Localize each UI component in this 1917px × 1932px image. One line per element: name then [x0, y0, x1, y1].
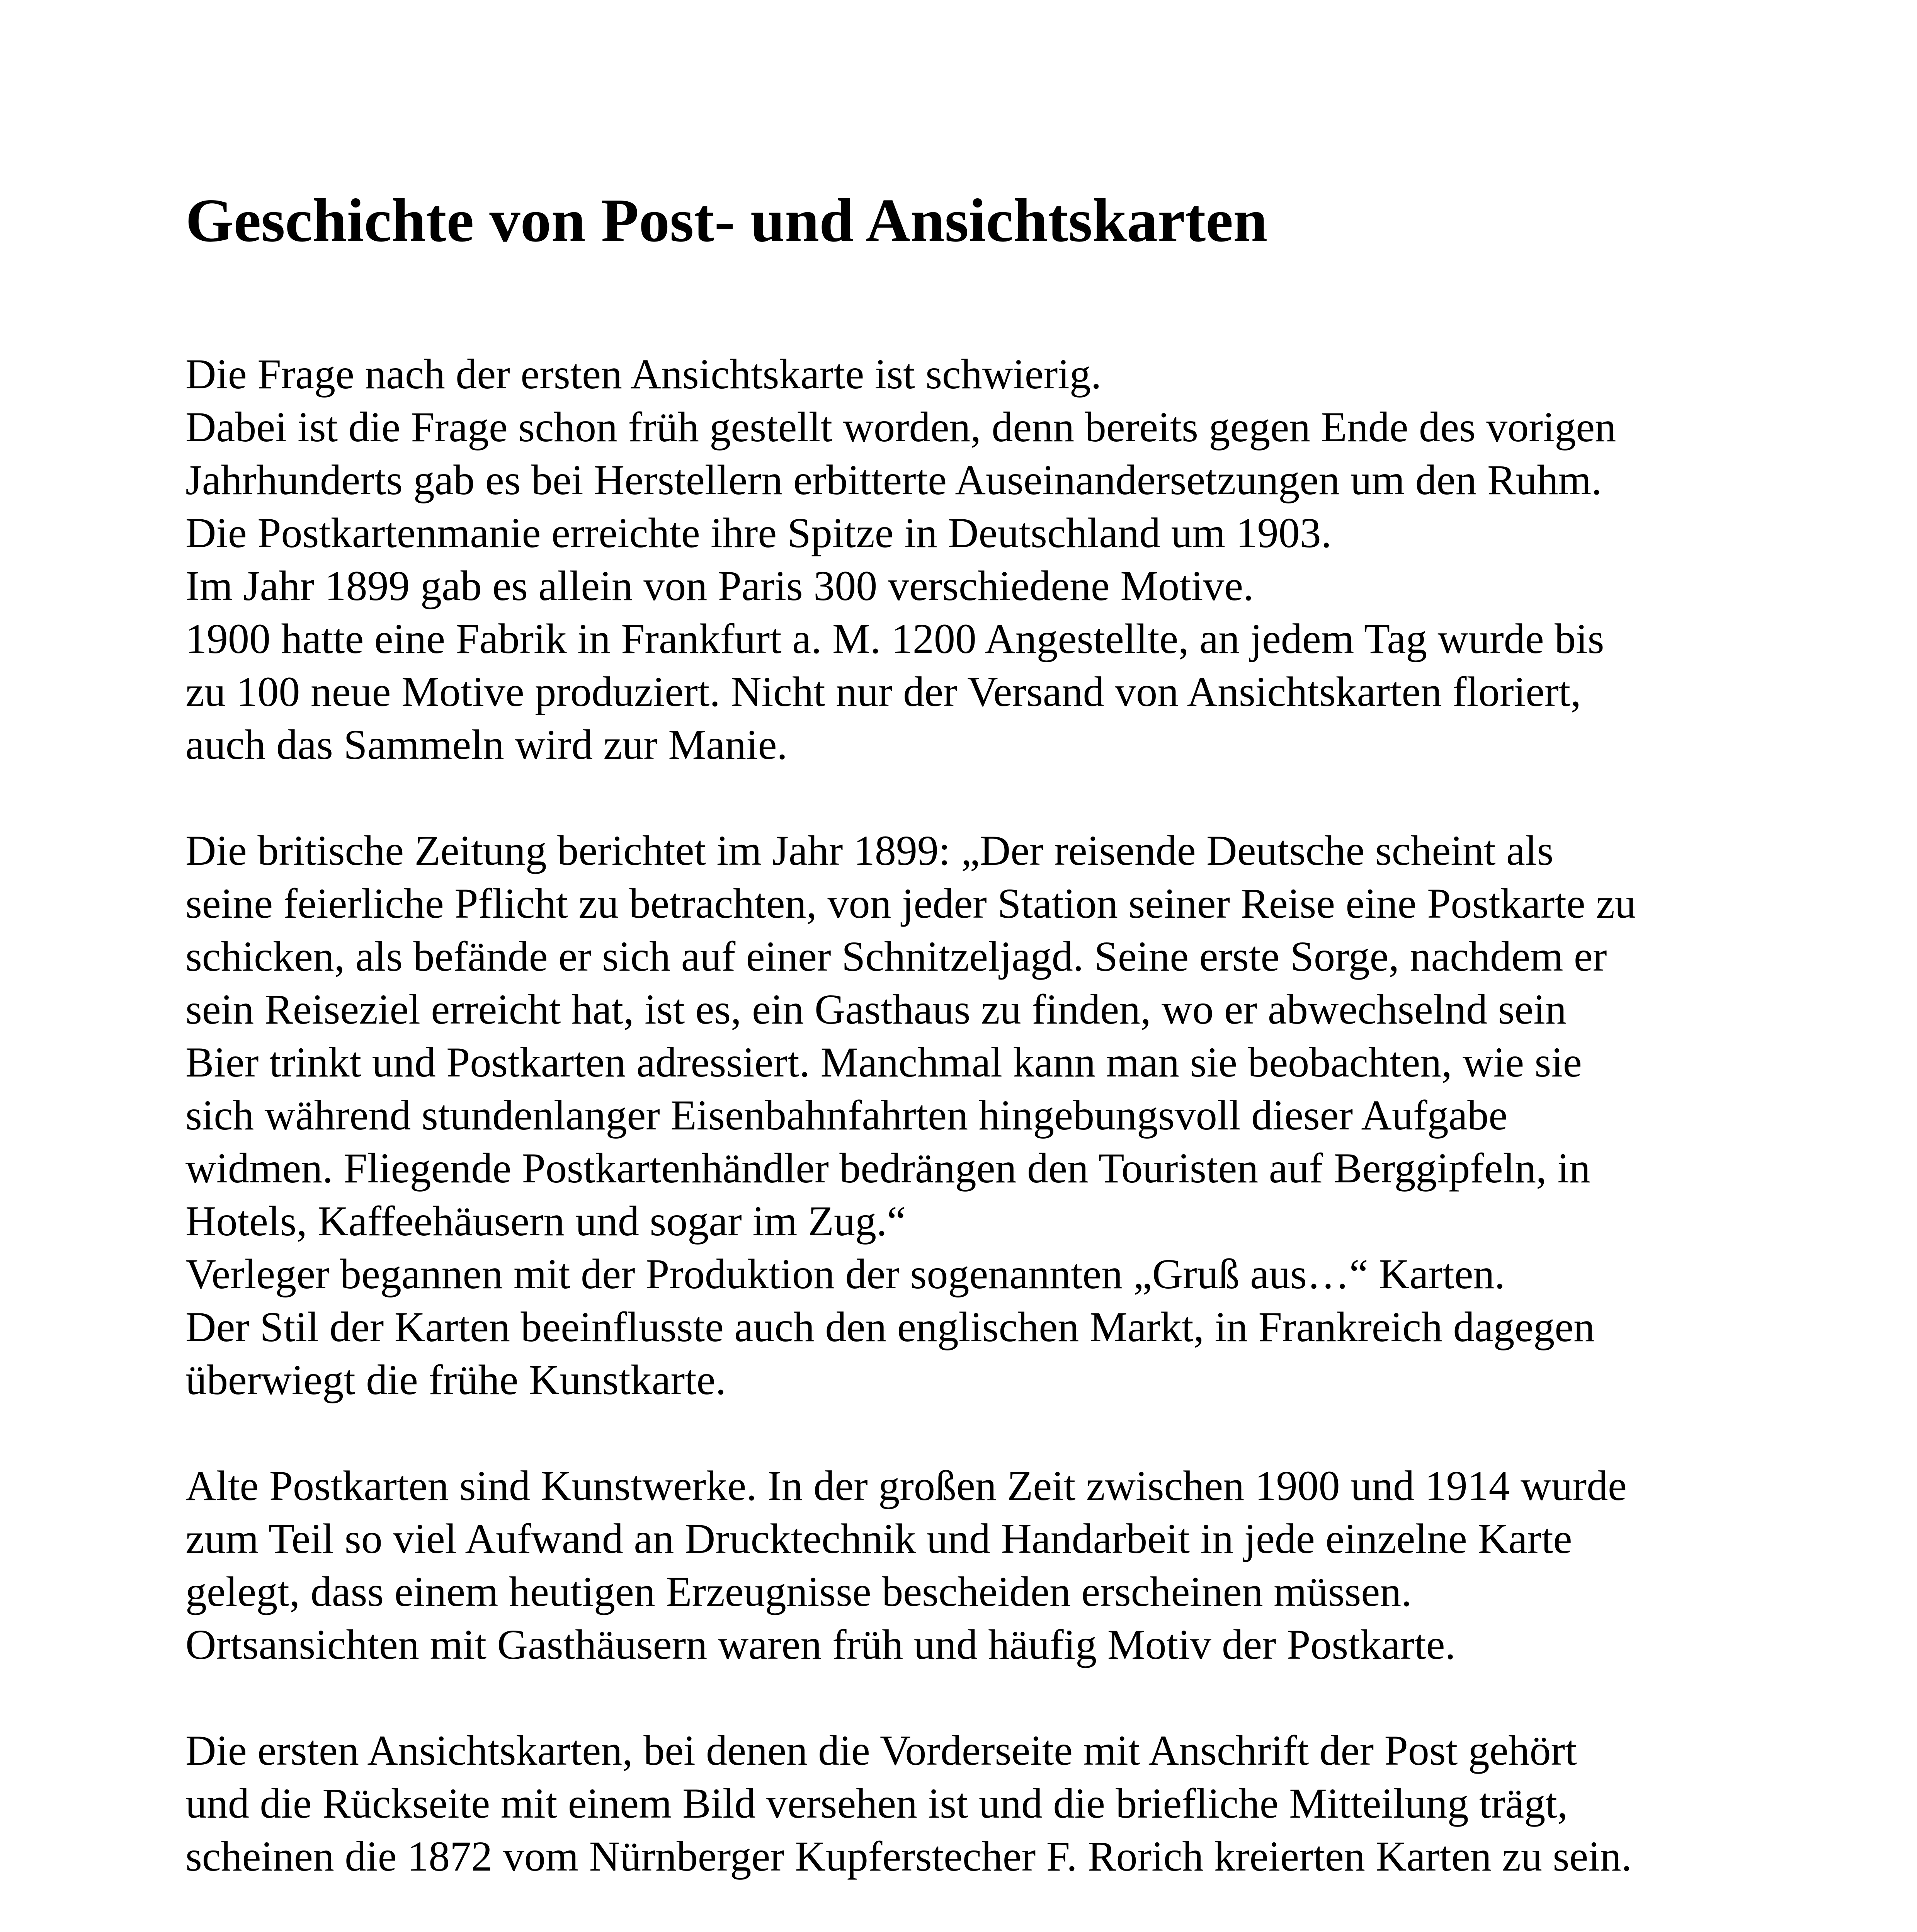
text-line: scheinen die 1872 vom Nürnberger Kupferstecher F. Rorich kreierten Karten zu sein.	[185, 1833, 1632, 1880]
text-line: Die ersten Ansichtskarten, bei denen die Vorderseite mit Anschrift der Post gehört	[185, 1727, 1577, 1774]
paragraph	[185, 1724, 1770, 1883]
text-line: Die Frage nach der ersten Ansichtskarte ist schwierig.	[185, 350, 1102, 398]
text-line: zum Teil so viel Aufwand an Drucktechnik und Handarbeit in jede einzelne Karte	[185, 1515, 1572, 1562]
text-line: Dabei ist die Frage schon früh gestellt worden, denn bereits gegen Ende des vorigen	[185, 403, 1616, 451]
text-line: 1900 hatte eine Fabrik in Frankfurt a. M. 1200 Angestellte, an jedem Tag wurde bis	[185, 615, 1604, 662]
text-line: und die Rückseite mit einem Bild versehen ist und die briefliche Mitteilung trägt,	[185, 1780, 1568, 1827]
text-line: sich während stundenlanger Eisenbahnfahrten hingebungsvoll dieser Aufgabe	[185, 1092, 1508, 1139]
text-line: gelegt, dass einem heutigen Erzeugnisse bescheiden erscheinen müssen.	[185, 1568, 1412, 1615]
paragraph	[185, 348, 1770, 771]
text-line: Der Stil der Karten beeinflusste auch den englischen Markt, in Frankreich dagegen	[185, 1303, 1595, 1350]
text-line: Im Jahr 1899 gab es allein von Paris 300 verschiedene Motive.	[185, 562, 1254, 609]
paragraph	[185, 824, 1770, 1406]
text-line: Die Postkartenmanie erreichte ihre Spitze in Deutschland um 1903.	[185, 509, 1332, 556]
text-line: widmen. Fliegende Postkartenhändler bedrängen den Touristen auf Berggipfeln, in	[185, 1145, 1590, 1192]
text-line: Jahrhunderts gab es bei Herstellern erbitterte Auseinandersetzungen um den Ruhm.	[185, 456, 1602, 503]
paragraph	[185, 1459, 1770, 1671]
text-line: Ortsansichten mit Gasthäusern waren früh und häufig Motiv der Postkarte.	[185, 1621, 1456, 1668]
text-line: Bier trinkt und Postkarten adressiert. Manchmal kann man sie beobachten, wie sie	[185, 1039, 1582, 1086]
text-line: schicken, als befände er sich auf einer Schnitzeljagd. Seine erste Sorge, nachdem er	[185, 933, 1607, 980]
text-line: Hotels, Kaffeehäusern und sogar im Zug.“	[185, 1197, 906, 1245]
text-line: überwiegt die frühe Kunstkarte.	[185, 1356, 726, 1403]
text-line: sein Reiseziel erreicht hat, ist es, ein Gasthaus zu finden, wo er abwechselnd sein	[185, 986, 1567, 1033]
page-title: Geschichte von Post- und Ansichtskarten	[185, 186, 1268, 255]
text-line: zu 100 neue Motive produziert. Nicht nur der Versand von Ansichtskarten floriert,	[185, 668, 1581, 715]
text-line: Die britische Zeitung berichtet im Jahr 1899: „Der reisende Deutsche scheint als	[185, 827, 1554, 874]
text-line: Alte Postkarten sind Kunstwerke. In der großen Zeit zwischen 1900 und 1914 wurde	[185, 1462, 1627, 1509]
text-line: Verleger begannen mit der Produktion der sogenannten „Gruß aus…“ Karten.	[185, 1250, 1505, 1298]
text-line: seine feierliche Pflicht zu betrachten, von jeder Station seiner Reise eine Postkarte zu	[185, 880, 1636, 927]
text-line: auch das Sammeln wird zur Manie.	[185, 721, 788, 768]
body-text	[185, 348, 1770, 1932]
